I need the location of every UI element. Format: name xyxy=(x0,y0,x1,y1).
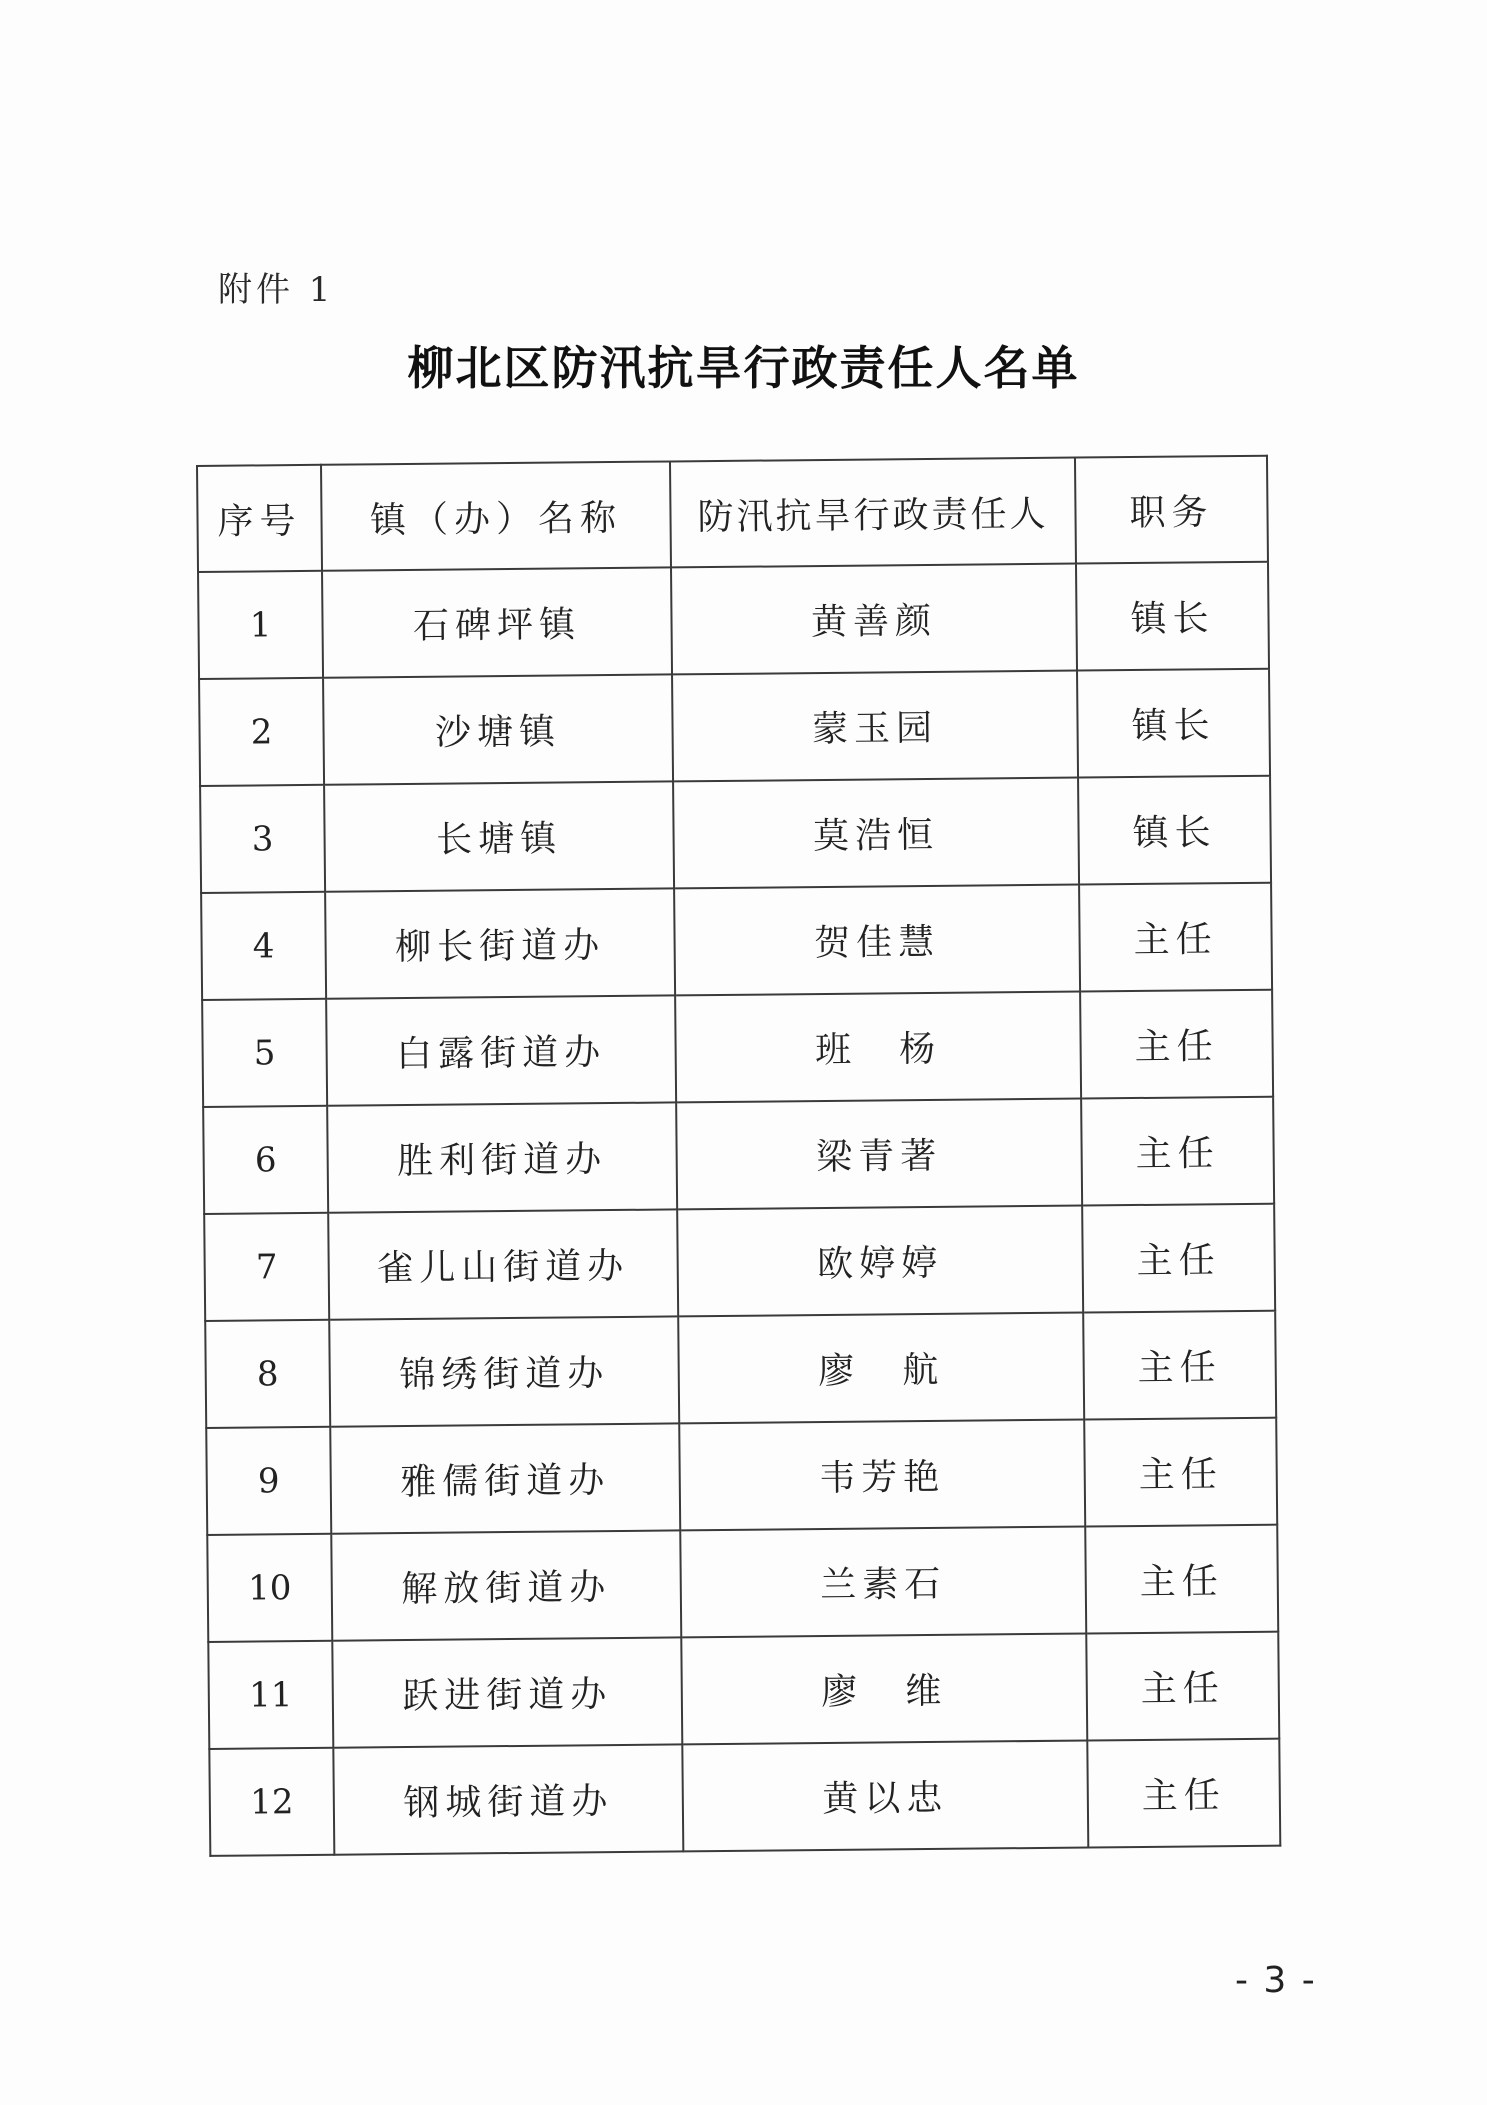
cell-seq: 11 xyxy=(208,1641,333,1749)
document-title: 柳北区防汛抗旱行政责任人名单 xyxy=(407,341,1080,395)
header-person: 防汛抗旱行政责任人 xyxy=(670,458,1076,568)
table-row xyxy=(202,990,1273,1107)
cell-town: 胜利街道办 xyxy=(327,1102,677,1212)
cell-town: 雀儿山街道办 xyxy=(328,1209,678,1319)
page-number: - 3 - xyxy=(1235,1960,1317,2001)
cell-person: 黄善颜 xyxy=(671,564,1077,675)
cell-town: 钢城街道办 xyxy=(333,1744,683,1854)
cell-seq: 1 xyxy=(198,571,323,679)
cell-seq: 10 xyxy=(207,1534,332,1642)
table-row xyxy=(206,1418,1277,1535)
cell-title: 主任 xyxy=(1082,1204,1275,1313)
table-row xyxy=(199,669,1270,786)
header-seq: 序号 xyxy=(197,465,322,572)
cell-town: 沙塘镇 xyxy=(323,674,673,784)
cell-town: 石碑坪镇 xyxy=(322,567,672,677)
cell-title: 主任 xyxy=(1086,1632,1279,1741)
table-row xyxy=(209,1739,1280,1856)
table-row xyxy=(205,1311,1276,1428)
table-row xyxy=(201,883,1272,1000)
cell-person: 班 杨 xyxy=(675,992,1081,1103)
cell-person: 蒙玉园 xyxy=(672,671,1078,782)
cell-title: 主任 xyxy=(1085,1525,1278,1634)
table-row xyxy=(207,1525,1278,1642)
cell-person: 兰素石 xyxy=(680,1527,1086,1638)
cell-seq: 3 xyxy=(200,785,325,893)
table-row xyxy=(208,1632,1279,1749)
cell-person: 莫浩恒 xyxy=(673,778,1079,889)
cell-person: 廖 航 xyxy=(678,1313,1084,1424)
cell-title: 主任 xyxy=(1084,1418,1277,1527)
cell-town: 长塘镇 xyxy=(324,781,674,891)
cell-person: 贺佳慧 xyxy=(674,885,1080,996)
table-row xyxy=(200,776,1271,893)
cell-title: 主任 xyxy=(1080,990,1273,1099)
cell-person: 梁青著 xyxy=(676,1099,1082,1210)
cell-title: 主任 xyxy=(1081,1097,1274,1206)
cell-seq: 8 xyxy=(205,1320,330,1428)
cell-title: 主任 xyxy=(1083,1311,1276,1420)
cell-town: 锦绣街道办 xyxy=(329,1316,679,1426)
cell-seq: 5 xyxy=(202,999,327,1107)
attachment-label: 附件 1 xyxy=(218,270,335,310)
cell-seq: 6 xyxy=(203,1106,328,1214)
table-row xyxy=(203,1097,1274,1214)
cell-seq: 12 xyxy=(209,1748,334,1856)
cell-town: 白露街道办 xyxy=(326,995,676,1105)
cell-seq: 9 xyxy=(206,1427,331,1535)
table-row xyxy=(198,562,1269,679)
cell-title: 主任 xyxy=(1079,883,1272,992)
cell-title: 镇长 xyxy=(1078,776,1271,885)
cell-person: 廖 维 xyxy=(681,1634,1087,1745)
cell-seq: 2 xyxy=(199,678,324,786)
cell-title: 主任 xyxy=(1087,1739,1280,1848)
cell-town: 解放街道办 xyxy=(331,1530,681,1640)
cell-town: 柳长街道办 xyxy=(325,888,675,998)
cell-town: 跃进街道办 xyxy=(332,1637,682,1747)
cell-seq: 4 xyxy=(201,892,326,1000)
cell-person: 黄以忠 xyxy=(682,1741,1088,1852)
header-town: 镇（办）名称 xyxy=(321,461,671,570)
table-header-row xyxy=(197,456,1268,572)
responsibility-roster-table xyxy=(196,455,1281,1857)
cell-title: 镇长 xyxy=(1076,562,1269,671)
cell-seq: 7 xyxy=(204,1213,329,1321)
cell-town: 雅儒街道办 xyxy=(330,1423,680,1533)
header-title: 职务 xyxy=(1075,456,1268,564)
cell-person: 韦芳艳 xyxy=(679,1420,1085,1531)
table-row xyxy=(204,1204,1275,1321)
roster-table-wrap xyxy=(196,455,1279,1857)
cell-person: 欧婷婷 xyxy=(677,1206,1083,1317)
cell-title: 镇长 xyxy=(1077,669,1270,778)
